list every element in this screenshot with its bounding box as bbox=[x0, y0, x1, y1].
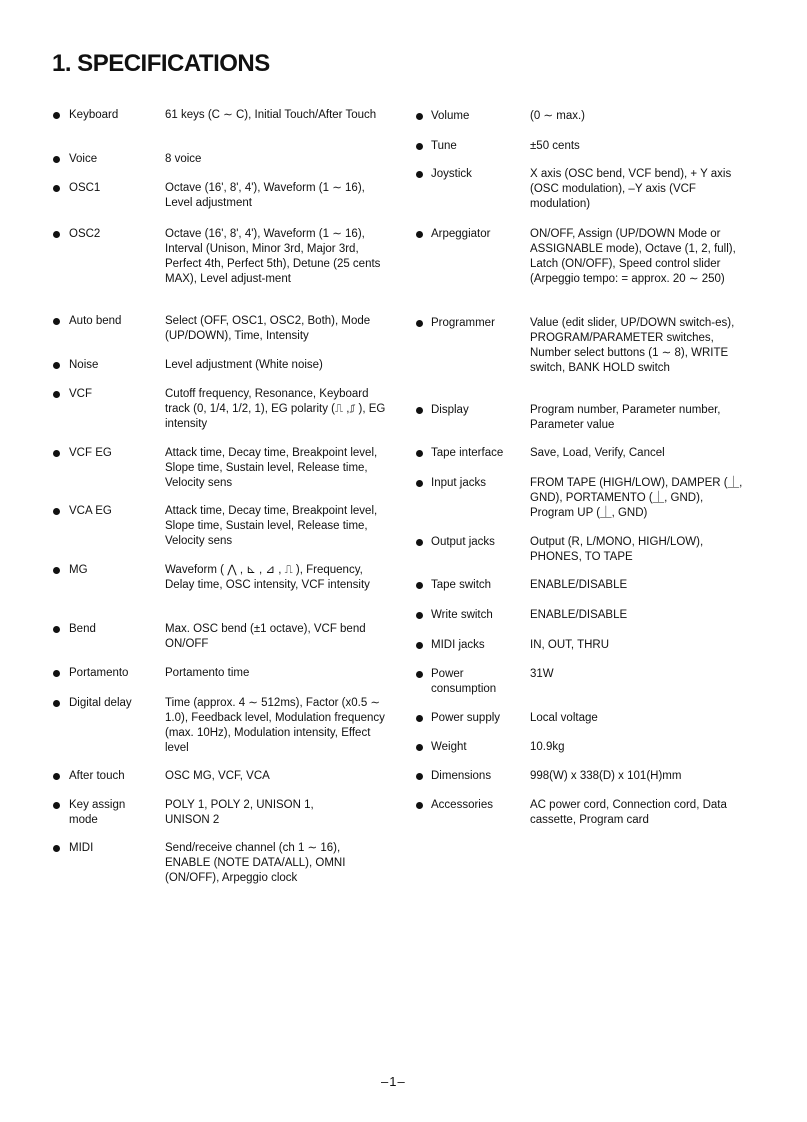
spec-label: Joystick bbox=[431, 168, 472, 180]
spec-value: Output (R, L/MONO, HIGH/LOW), PHONES, TO TAPE bbox=[530, 536, 704, 563]
spec-value: FROM TAPE (HIGH/LOW), DAMPER (⏊, GND), PORTAMENTO (⏊, GND), Program UP (⏊, GND) bbox=[530, 477, 743, 519]
bullet-icon bbox=[416, 612, 423, 619]
page-number: –1– bbox=[381, 1074, 406, 1089]
bullet-icon bbox=[53, 802, 60, 809]
spec-value: Waveform ( ⋀ , ⊾ , ⊿ , ⎍ ), Frequency, Delay time, OSC intensity, VCF intensity bbox=[165, 564, 370, 591]
spec-label: Bend bbox=[69, 623, 96, 635]
spec-value: Program number, Parameter number, Parameter value bbox=[530, 404, 721, 431]
spec-value: 31W bbox=[530, 668, 554, 680]
spec-label: Auto bend bbox=[69, 315, 122, 327]
bullet-icon bbox=[416, 744, 423, 751]
spec-label: Programmer bbox=[431, 317, 495, 329]
spec-value: Octave (16', 8', 4'), Waveform (1 ∼ 16), Interval (Unison, Minor 3rd, Major 3rd, Perfect 4th, Perfect 5th), Detune (25 cents MAX), Level adjust-ment bbox=[165, 228, 381, 285]
bullet-icon bbox=[53, 508, 60, 515]
spec-label: Power supply bbox=[431, 712, 501, 724]
spec-label: Noise bbox=[69, 359, 99, 371]
spec-value: Attack time, Decay time, Breakpoint level, Slope time, Sustain level, Release time, Velocity sens bbox=[165, 447, 378, 489]
spec-value: IN, OUT, THRU bbox=[530, 639, 610, 651]
spec-value: Value (edit slider, UP/DOWN switch-es), PROGRAM/PARAMETER switches, Number select buttons (1 ∼ 8), WRITE switch, BANK HOLD switch bbox=[530, 317, 735, 374]
spec-value: Local voltage bbox=[530, 712, 598, 724]
spec-label: Key assign mode bbox=[69, 799, 126, 826]
bullet-icon bbox=[416, 143, 423, 150]
spec-label: Dimensions bbox=[431, 770, 492, 782]
bullet-icon bbox=[416, 450, 423, 457]
spec-value: ENABLE/DISABLE bbox=[530, 579, 628, 591]
spec-value: Cutoff frequency, Resonance, Keyboard track (0, 1/4, 1/2, 1), EG polarity (⎍ ,⎎ ), EG intensity bbox=[165, 388, 386, 430]
bullet-icon bbox=[416, 320, 423, 327]
spec-value: POLY 1, POLY 2, UNISON 1, UNISON 2 bbox=[165, 799, 314, 826]
bullet-icon bbox=[53, 362, 60, 369]
bullet-icon bbox=[53, 185, 60, 192]
bullet-icon bbox=[416, 407, 423, 414]
spec-label: Voice bbox=[69, 153, 98, 165]
spec-value: 61 keys (C ∼ C), Initial Touch/After Touch bbox=[165, 109, 377, 121]
spec-value: Level adjustment (White noise) bbox=[165, 359, 323, 371]
bullet-icon bbox=[53, 450, 60, 457]
bullet-icon bbox=[53, 845, 60, 852]
bullet-icon bbox=[416, 539, 423, 546]
bullet-icon bbox=[416, 671, 423, 678]
spec-label: Tune bbox=[431, 140, 457, 152]
bullet-icon bbox=[53, 700, 60, 707]
spec-label: After touch bbox=[69, 770, 125, 782]
spec-value: ON/OFF, Assign (UP/DOWN Mode or ASSIGNABLE mode), Octave (1, 2, full), Latch (ON/OFF), Speed control slider (Arpeggio tempo: = approx. 20 ∼ 250) bbox=[530, 228, 736, 285]
bullet-icon bbox=[416, 773, 423, 780]
spec-value: Send/receive channel (ch 1 ∼ 16), ENABLE (NOTE DATA/ALL), OMNI (ON/OFF), Arpeggio clock bbox=[165, 842, 346, 884]
spec-value: Octave (16', 8', 4'), Waveform (1 ∼ 16), Level adjustment bbox=[165, 182, 365, 209]
spec-label: Input jacks bbox=[431, 477, 486, 489]
spec-label: Keyboard bbox=[69, 109, 119, 121]
spec-label: MG bbox=[69, 564, 88, 576]
spec-value: Max. OSC bend (±1 octave), VCF bend ON/OFF bbox=[165, 623, 366, 650]
spec-label: VCA EG bbox=[69, 505, 112, 517]
spec-value: OSC MG, VCF, VCA bbox=[165, 770, 270, 782]
spec-value: AC power cord, Connection cord, Data cassette, Program card bbox=[530, 799, 727, 826]
spec-label: VCF EG bbox=[69, 447, 112, 459]
bullet-icon bbox=[53, 318, 60, 325]
spec-label: Portamento bbox=[69, 667, 129, 679]
bullet-icon bbox=[416, 480, 423, 487]
spec-label: OSC2 bbox=[69, 228, 101, 240]
bullet-icon bbox=[53, 773, 60, 780]
spec-label: MIDI jacks bbox=[431, 639, 485, 651]
bullet-icon bbox=[416, 231, 423, 238]
spec-value: Portamento time bbox=[165, 667, 250, 679]
spec-label: Accessories bbox=[431, 799, 493, 811]
spec-label: Arpeggiator bbox=[431, 228, 491, 240]
spec-value: 8 voice bbox=[165, 153, 202, 165]
spec-value: 998(W) x 338(D) x 101(H)mm bbox=[530, 770, 682, 782]
spec-value: ENABLE/DISABLE bbox=[530, 609, 628, 621]
bullet-icon bbox=[53, 567, 60, 574]
spec-label: OSC1 bbox=[69, 182, 101, 194]
spec-label: Display bbox=[431, 404, 469, 416]
spec-value: Attack time, Decay time, Breakpoint level, Slope time, Sustain level, Release time, Velocity sens bbox=[165, 505, 378, 547]
spec-label: Power consumption bbox=[431, 668, 497, 695]
spec-label: MIDI bbox=[69, 842, 94, 854]
bullet-icon bbox=[53, 391, 60, 398]
page-title: 1. SPECIFICATIONS bbox=[52, 50, 270, 77]
spec-label: Volume bbox=[431, 110, 470, 122]
spec-label: Tape switch bbox=[431, 579, 492, 591]
spec-value: ±50 cents bbox=[530, 140, 580, 152]
spec-value: (0 ∼ max.) bbox=[530, 110, 586, 122]
bullet-icon bbox=[416, 113, 423, 120]
spec-label: Write switch bbox=[431, 609, 493, 621]
bullet-icon bbox=[416, 582, 423, 589]
spec-label: Digital delay bbox=[69, 697, 132, 709]
bullet-icon bbox=[416, 171, 423, 178]
bullet-icon bbox=[416, 642, 423, 649]
bullet-icon bbox=[53, 626, 60, 633]
spec-value: Save, Load, Verify, Cancel bbox=[530, 447, 665, 459]
bullet-icon bbox=[53, 156, 60, 163]
bullet-icon bbox=[53, 112, 60, 119]
spec-value: 10.9kg bbox=[530, 741, 565, 753]
bullet-icon bbox=[416, 715, 423, 722]
spec-value: Select (OFF, OSC1, OSC2, Both), Mode (UP/DOWN), Time, Intensity bbox=[165, 315, 371, 342]
spec-label: Weight bbox=[431, 741, 467, 753]
spec-value: Time (approx. 4 ∼ 512ms), Factor (x0.5 ∼ 1.0), Feedback level, Modulation frequency (max. 10Hz), Modulation intensity, Effect level bbox=[165, 697, 385, 754]
spec-label: Output jacks bbox=[431, 536, 495, 548]
spec-label: Tape interface bbox=[431, 447, 504, 459]
bullet-icon bbox=[53, 231, 60, 238]
bullet-icon bbox=[53, 670, 60, 677]
bullet-icon bbox=[416, 802, 423, 809]
spec-value: X axis (OSC bend, VCF bend), + Y axis (OSC modulation), –Y axis (VCF modulation) bbox=[530, 168, 732, 210]
spec-label: VCF bbox=[69, 388, 92, 400]
